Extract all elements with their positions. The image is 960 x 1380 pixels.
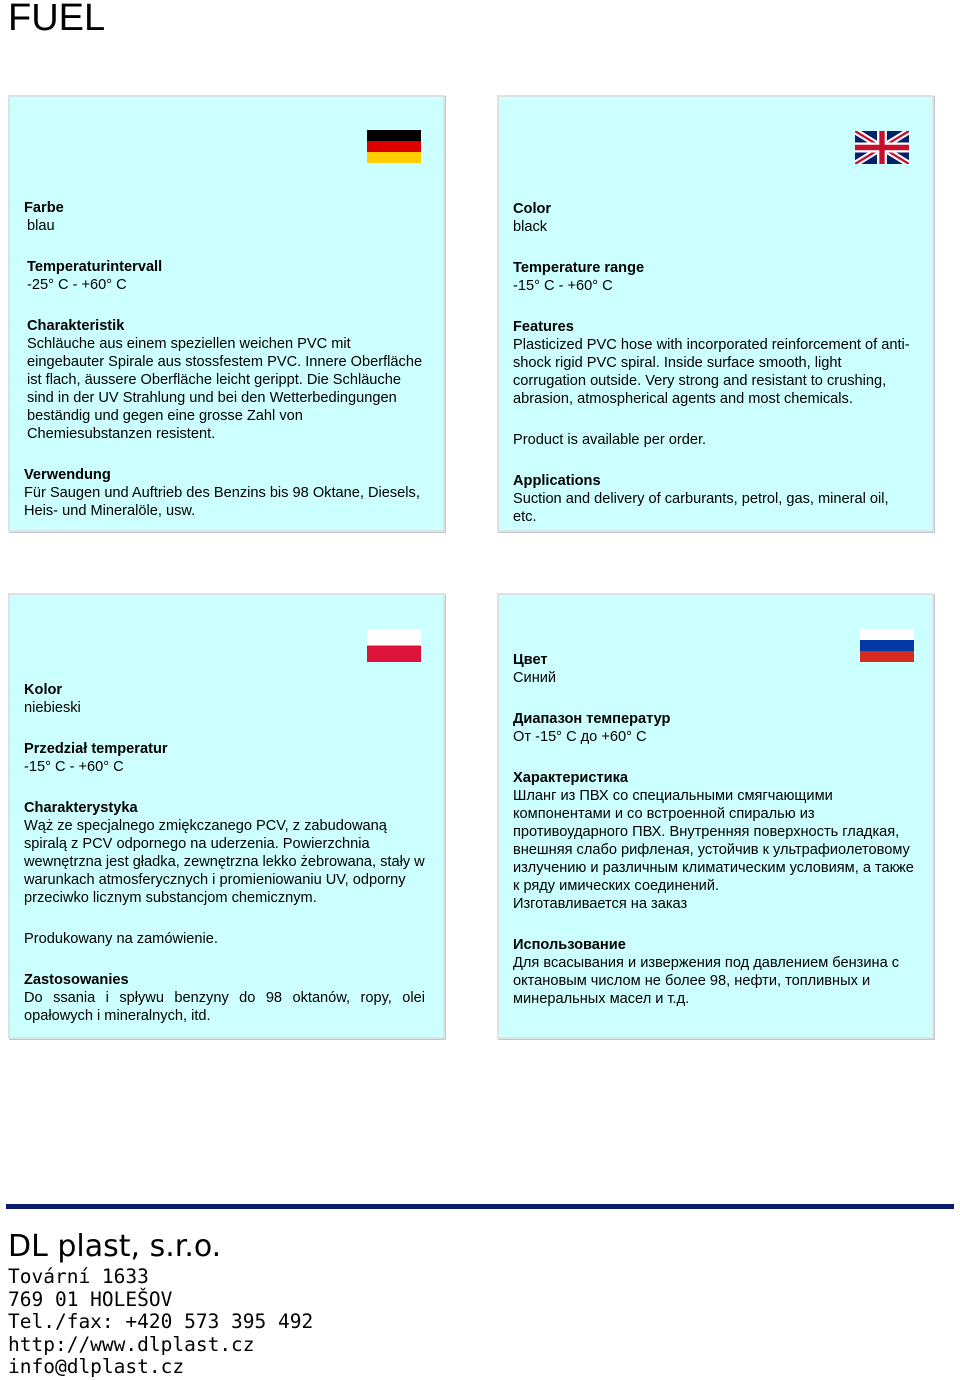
applications-text: Suction and delivery of carburants, petrol, gas, mineral oil, etc. xyxy=(513,491,889,525)
applications-label: Zastosowanies xyxy=(24,972,129,988)
color-label: Kolor xyxy=(24,682,63,698)
temperature-value: От -15° С до +60° С xyxy=(513,729,647,745)
temperature-value: -15° C - +60° C xyxy=(24,759,124,775)
temperature-value: -15° C - +60° C xyxy=(513,278,613,294)
company-city: 769 01 HOLEŠOV xyxy=(8,1287,173,1311)
company-name: DL plast, s.r.o. xyxy=(8,1229,222,1264)
features-text: Schläuche aus einem speziellen weichen PVC mit eingebauter Spirale aus stossfestem PVC. Innere Oberfläche ist flach, äussere Oberfläche leicht gerippt. Die Schläuche sind in der UV Strahlung und bei den Wetterbedingungen beständig und gegen eine grosse Zahl von Chemiesubstanzen resistent. xyxy=(27,336,423,442)
company-info xyxy=(8,1228,313,1379)
applications-label: Verwendung xyxy=(24,467,111,483)
united-kingdom-flag-icon xyxy=(855,131,909,164)
applications-text: Do ssania i spływu benzyny do 98 oktanów, ropy, olei opałowych i mineralnych, itd. xyxy=(24,990,425,1024)
temperature-label: Temperature range xyxy=(513,260,645,276)
order-note: Изготавливается на заказ xyxy=(513,896,688,912)
card-german xyxy=(8,95,445,532)
order-note: Produkowany na zamówienie. xyxy=(24,931,218,947)
page-title: FUEL xyxy=(8,0,106,39)
applications-text: Для всасывания и извержения под давлением бензина с октановым числом не более 98, нефти, топливных и минеральных масел и т.д. xyxy=(513,955,900,1007)
color-value: black xyxy=(513,219,548,235)
features-label: Charakterystyka xyxy=(24,800,138,816)
color-label: Цвет xyxy=(513,652,548,668)
temperature-label: Диапазон температур xyxy=(513,711,671,727)
features-label: Features xyxy=(513,319,574,335)
card-english xyxy=(497,95,934,532)
features-text: Шланг из ПВХ со специальными смягчающими компонентами и со встроенной спиралью из противоударного ПВХ. Внутренняя поверхность гладкая, внешняя слабо рифленая, устойчив к ультрафиолетовому излучению и различным климатическим условиям, а также к ряду имических соединений. xyxy=(513,788,914,894)
features-text: Plasticized PVC hose with incorporated reinforcement of anti-shock rigid PVC spiral. Inside surface smooth, light corrugation outside. Very strong and resistant to crushing, abrasion, atmospherical agents and most chemicals. xyxy=(513,337,910,407)
color-label: Farbe xyxy=(24,200,64,216)
color-value: niebieski xyxy=(24,700,81,716)
features-text: Wąż ze specjalnego zmiękczanego PCV, z zabudowaną spiralą z PCV odpornego na uderzenia. Powierzchnia wewnętrzna jest gładka, zewnętrzna lekko żebrowana, stały w warunkach atmosferycznych i promieniowaniu UV, odporny przeciwko licznym substancjom chemicznym. xyxy=(24,818,425,906)
poland-flag-icon xyxy=(367,629,421,662)
applications-text: Für Saugen und Auftrieb des Benzins bis 98 Oktane, Diesels, Heis- und Mineralöle, usw. xyxy=(24,485,420,519)
features-label: Charakteristik xyxy=(27,318,125,334)
company-website-link[interactable]: http://www.dlplast.cz xyxy=(8,1332,255,1356)
card-russian xyxy=(497,593,934,1039)
order-note: Product is available per order. xyxy=(513,432,707,448)
temperature-label: Przedział temperatur xyxy=(24,741,168,757)
applications-label: Applications xyxy=(513,473,601,489)
company-email-link[interactable]: info@dlplast.cz xyxy=(8,1355,185,1379)
color-value: blau xyxy=(27,218,55,234)
applications-label: Использование xyxy=(513,937,626,953)
footer-divider xyxy=(6,1204,954,1209)
temperature-value: -25° C - +60° C xyxy=(27,277,127,293)
card-polish xyxy=(8,593,445,1039)
company-phone: Tel./fax: +420 573 395 492 xyxy=(8,1310,314,1334)
company-street: Tovární 1633 xyxy=(8,1265,149,1288)
color-value: Синий xyxy=(513,670,557,686)
color-label: Color xyxy=(513,201,552,217)
temperature-label: Temperaturintervall xyxy=(27,259,163,275)
germany-flag-icon xyxy=(367,130,421,163)
features-label: Характеристика xyxy=(513,770,628,786)
